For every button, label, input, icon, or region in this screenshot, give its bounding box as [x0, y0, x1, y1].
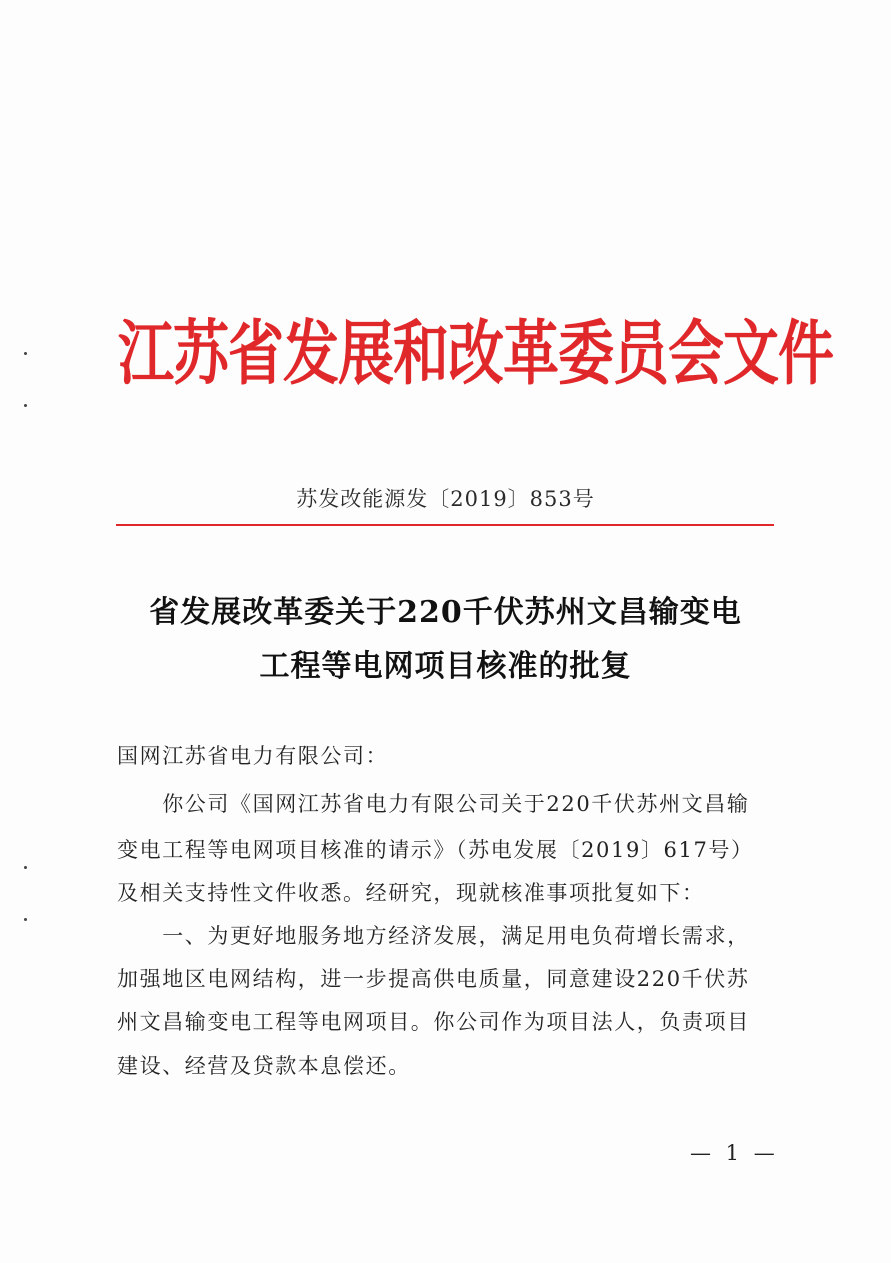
page-number: — 1 —	[690, 1141, 779, 1165]
body-line-5: 加强地区电网结构，进一步提高供电质量，同意建设220千伏苏	[117, 967, 750, 991]
body-line-3: 及相关支持性文件收悉。经研究，现就核准事项批复如下：	[117, 881, 705, 905]
body-line-1: 你公司《国网江苏省电力有限公司关于220千伏苏州文昌输	[117, 792, 750, 816]
issuer-header-title: 江苏省发展和改革委员会文件	[118, 312, 833, 395]
body-line-2: 变电工程等电网项目核准的请示》（苏电发展〔2019〕617号）	[117, 838, 754, 862]
document-number: 苏发改能源发〔2019〕853号	[296, 487, 595, 511]
scan-margin-mark	[24, 404, 27, 407]
body-line-4: 一、为更好地服务地方经济发展，满足用电负荷增长需求，	[117, 924, 750, 948]
scan-margin-mark	[24, 918, 27, 921]
body-line-6: 州文昌输变电工程等电网项目。你公司作为项目法人，负责项目	[117, 1010, 750, 1034]
red-divider-line	[116, 524, 774, 526]
scan-margin-mark	[24, 866, 27, 869]
document-title-line-1: 省发展改革委关于220千伏苏州文昌输变电	[149, 595, 742, 630]
scan-margin-mark	[24, 352, 27, 355]
addressee: 国网江苏省电力有限公司：	[117, 744, 389, 768]
body-line-7: 建设、经营及贷款本息偿还。	[117, 1054, 411, 1078]
document-title-line-2: 工程等电网项目核准的批复	[259, 649, 632, 684]
